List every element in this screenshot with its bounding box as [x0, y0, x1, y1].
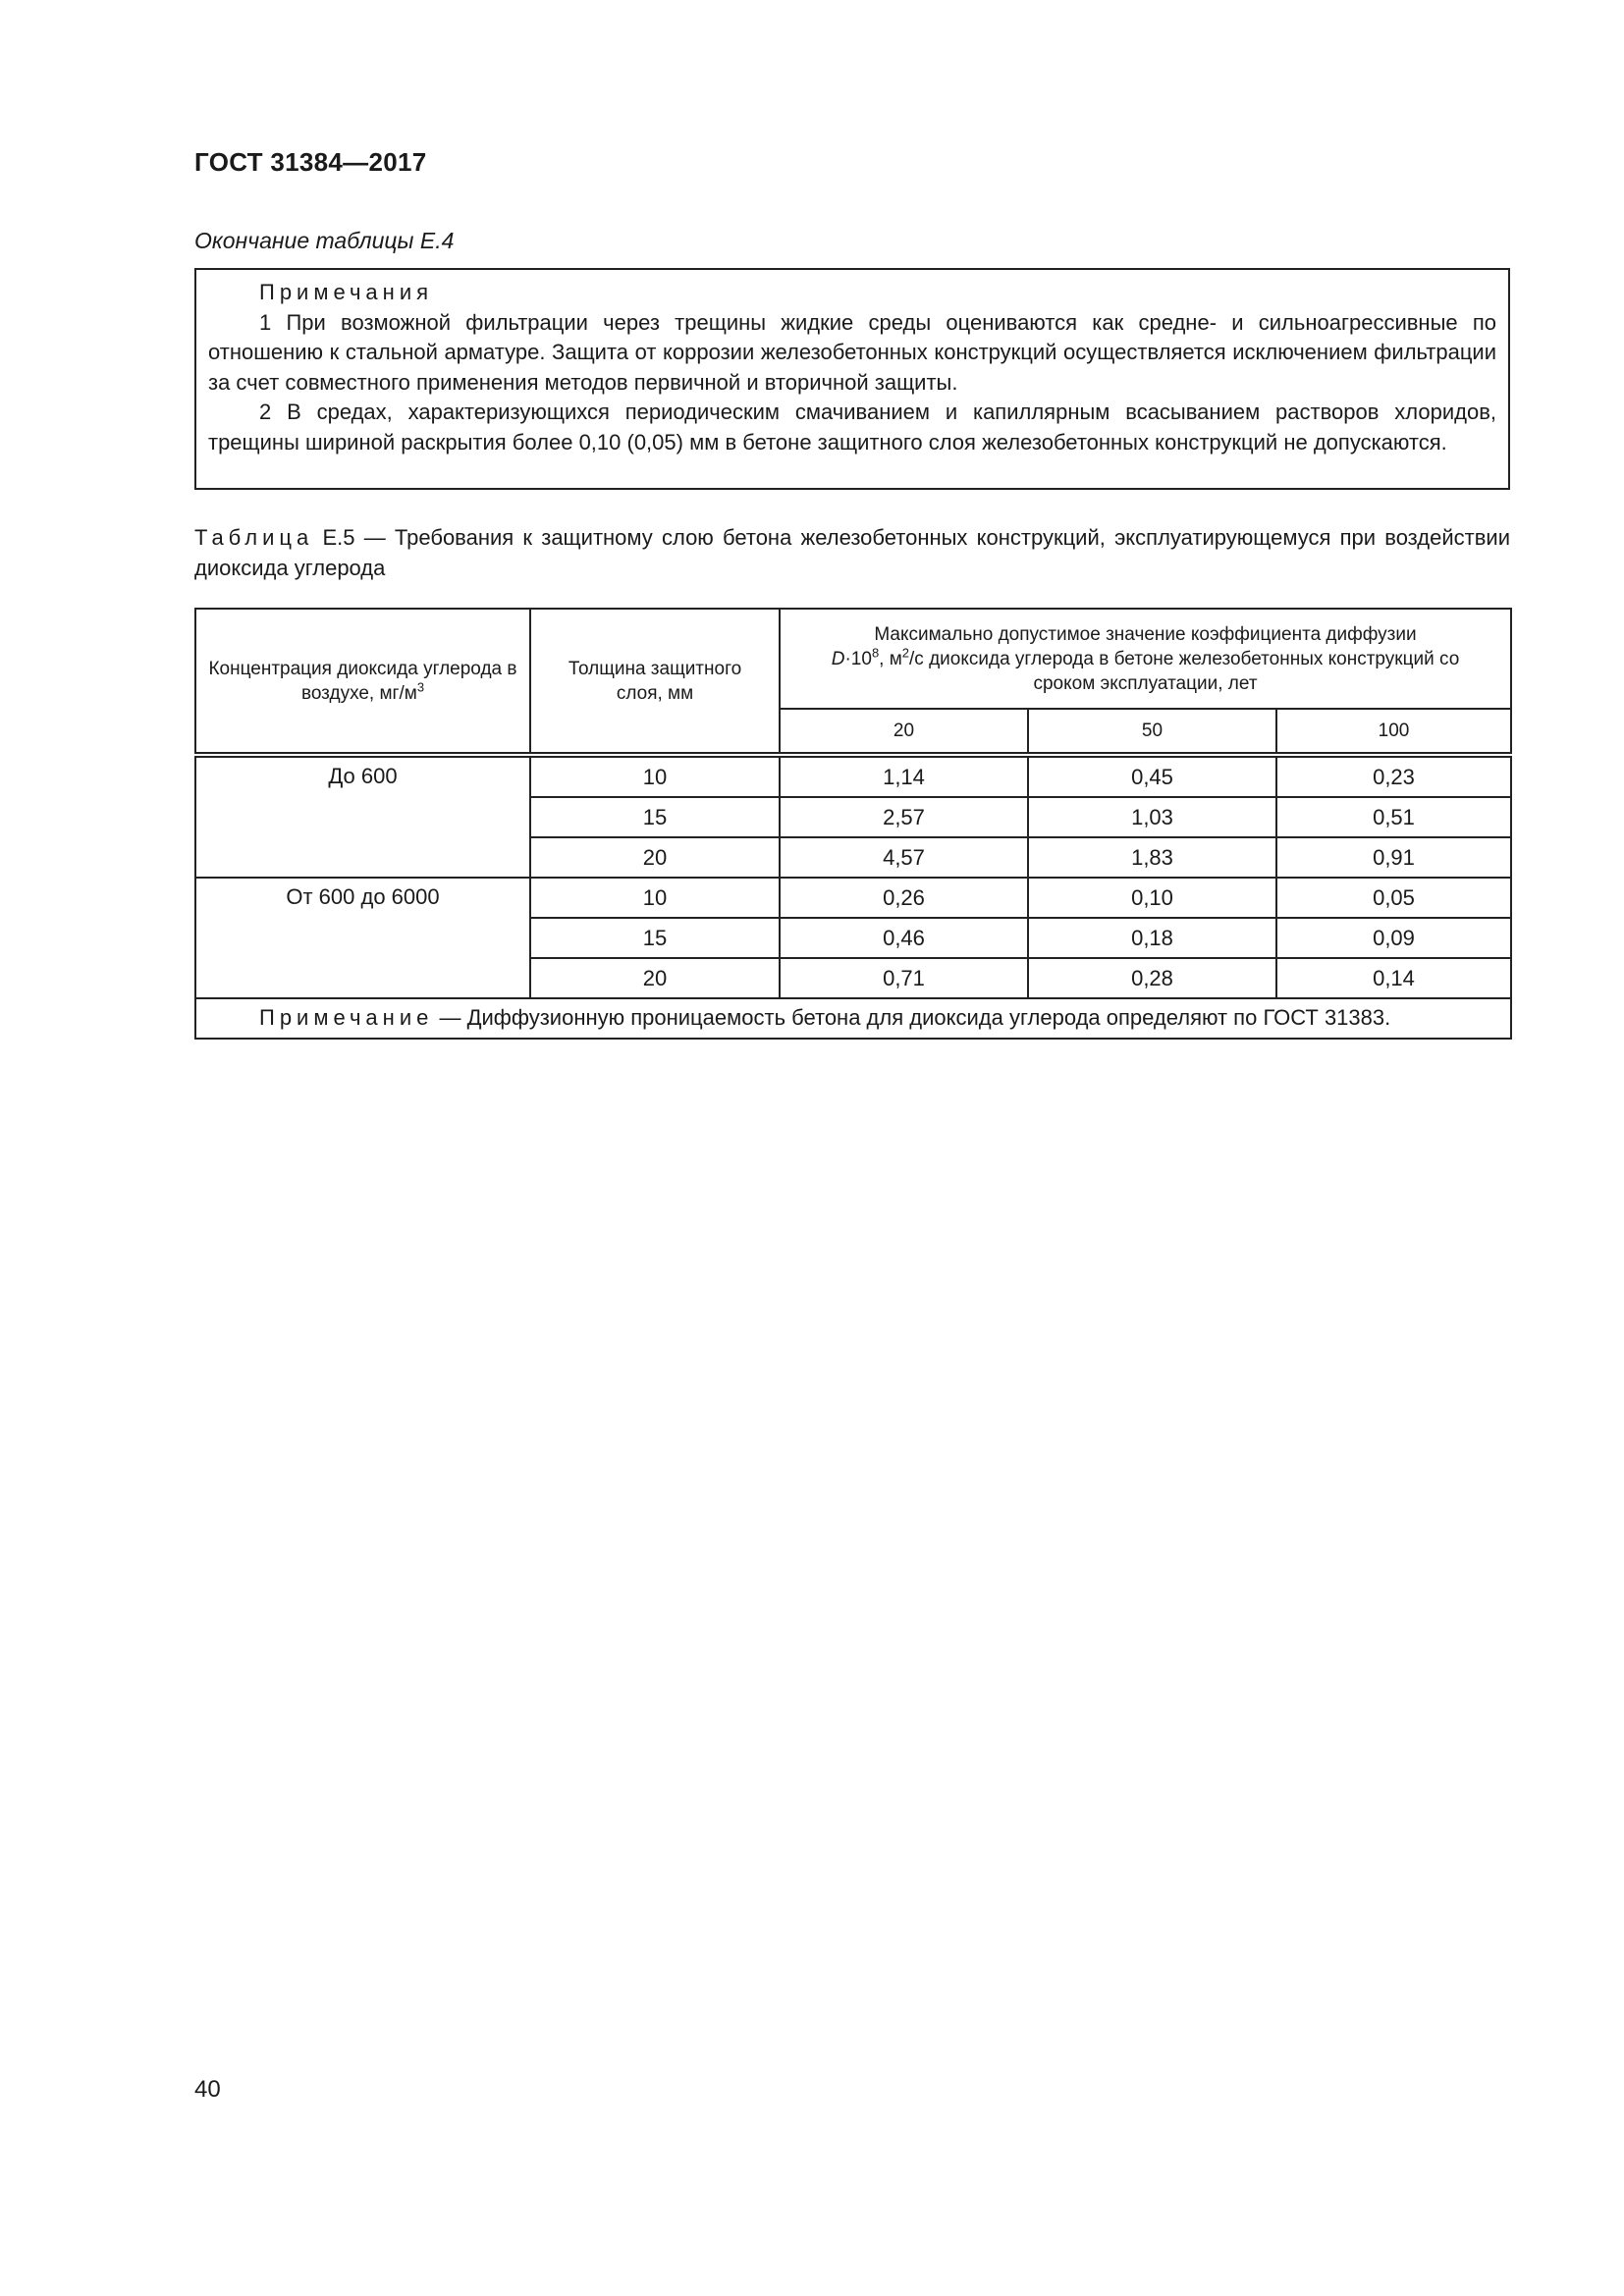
value-cell: 0,28	[1028, 958, 1276, 998]
note-item-2: 2 В средах, характеризующихся периодическим смачиванием и капиллярным всасыванием растворов хлоридов, трещины шириной раскрытия более 0,10 (0,05) мм в бетоне защитного слоя железобетонных конструкций не допускаются.	[208, 400, 1496, 454]
thickness-cell: 15	[530, 797, 780, 837]
thickness-cell: 10	[530, 878, 780, 918]
value-cell: 0,23	[1276, 755, 1511, 797]
header-year-20: 20	[780, 709, 1028, 755]
value-cell: 1,83	[1028, 837, 1276, 878]
table-note-label: Примечание	[259, 1005, 434, 1030]
notes-title: Примечания	[259, 280, 434, 304]
table-row	[195, 755, 1511, 797]
table-note-text: — Диффузионную проницаемость бетона для диоксида углерода определяют по ГОСТ 31383.	[433, 1005, 1391, 1030]
table-note	[195, 998, 1511, 1039]
header-year-100: 100	[1276, 709, 1511, 755]
thickness-cell: 20	[530, 958, 780, 998]
value-cell: 0,45	[1028, 755, 1276, 797]
value-cell: 4,57	[780, 837, 1028, 878]
document-header: ГОСТ 31384—2017	[194, 147, 427, 177]
value-cell: 0,71	[780, 958, 1028, 998]
header-concentration: Концентрация диоксида углерода в воздухе, $мг/м^3$	[195, 609, 530, 755]
page-number: 40	[194, 2076, 221, 2103]
value-cell: 1,14	[780, 755, 1028, 797]
thickness-cell: 10	[530, 755, 780, 797]
header-year-50: 50	[1028, 709, 1276, 755]
value-cell: 0,46	[780, 918, 1028, 958]
value-cell: 0,91	[1276, 837, 1511, 878]
value-cell: 1,03	[1028, 797, 1276, 837]
value-cell: 0,10	[1028, 878, 1276, 918]
header-diffusion: Максимально допустимое значение коэффициента диффузии $D\cdot 10^8$, $м^2/с$ диоксида углерода в бетоне железобетонных конструкций со сроком эксплуатации, лет	[780, 609, 1511, 709]
value-cell: 0,51	[1276, 797, 1511, 837]
header-thickness: Толщина защитного слоя, мм	[530, 609, 780, 755]
note-item-1: 1 При возможной фильтрации через трещины жидкие среды оцениваются как средне- и сильноагрессивные по отношению к стальной арматуре. Защита от коррозии железобетонных конструкций осуществляется исключением фильтрации за счет совместного применения методов первичной и вторичной защиты.	[208, 309, 1496, 395]
concentration-cell: От 600 до 6000	[195, 878, 530, 998]
diffusion-table	[194, 608, 1512, 1040]
value-cell: 0,05	[1276, 878, 1511, 918]
table-continuation-label: Окончание таблицы Е.4	[194, 228, 455, 253]
thickness-cell: 15	[530, 918, 780, 958]
table-caption-label: Таблица	[194, 525, 314, 550]
notes-block	[194, 268, 1510, 490]
value-cell: 0,26	[780, 878, 1028, 918]
table-caption	[194, 523, 1510, 583]
table-caption-text: Е.5 — Требования к защитному слою бетона железобетонных конструкций, эксплуатирующемуся при воздействии диоксида углерода	[194, 525, 1510, 580]
value-cell: 0,09	[1276, 918, 1511, 958]
table-row	[195, 878, 1511, 918]
thickness-cell: 20	[530, 837, 780, 878]
value-cell: 2,57	[780, 797, 1028, 837]
concentration-cell: До 600	[195, 755, 530, 878]
table-note-row	[195, 998, 1511, 1039]
value-cell: 0,14	[1276, 958, 1511, 998]
value-cell: 0,18	[1028, 918, 1276, 958]
